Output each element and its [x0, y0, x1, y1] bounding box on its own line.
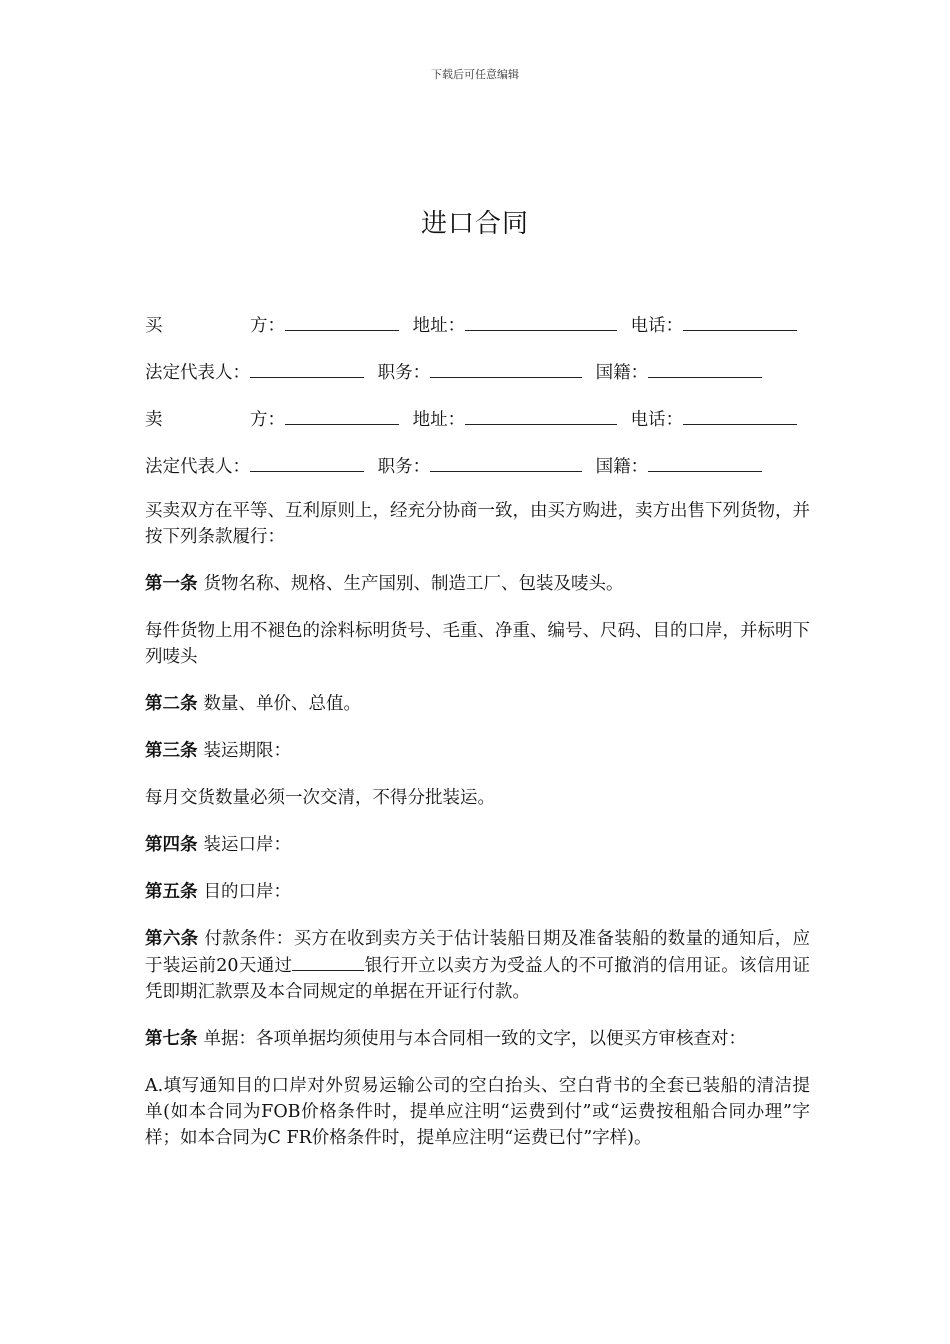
document-body — [145, 310, 810, 1172]
article-6-label: 第六条 — [145, 929, 199, 949]
document-title: 进口合同 — [420, 209, 529, 239]
article-7-label: 第七条 — [145, 1029, 198, 1049]
seller-label-second: 方： — [250, 410, 285, 430]
buyer-label-first: 买 — [145, 316, 163, 336]
article-6-text-after: 银行开立以卖方为受益人的不可撤消的信用证。该信用证凭即期汇款票及本合同规定的单据在开证行付款。 — [145, 956, 810, 1002]
article-3 — [145, 738, 810, 764]
article-7 — [145, 1026, 810, 1052]
buyer-phone-label: 电话： — [630, 316, 684, 336]
article-6 — [145, 926, 810, 1005]
seller-phone-label: 电话： — [630, 410, 684, 430]
buyer-address-label: 地址： — [412, 316, 466, 336]
seller-rep-blank[interactable] — [250, 451, 364, 472]
article-2 — [145, 691, 810, 717]
seller-position-label: 职务： — [377, 457, 431, 477]
article-3-text: 装运期限： — [203, 741, 291, 761]
buyer-phone-blank[interactable] — [683, 310, 797, 331]
seller-phone-blank[interactable] — [683, 404, 797, 425]
buyer-address-blank[interactable] — [465, 310, 617, 331]
article-2-text: 数量、单价、总值。 — [203, 694, 361, 714]
buyer-nationality-label: 国籍： — [595, 363, 649, 383]
buyer-rep-blank[interactable] — [250, 357, 364, 378]
buyer-row — [145, 310, 810, 357]
article-1-label: 第一条 — [145, 574, 198, 594]
buyer-name-blank[interactable] — [285, 310, 399, 331]
article-7-item-a: A.填写通知目的口岸对外贸易运输公司的空白抬头、空白背书的全套已装船的清洁提单(如本合同为FOB价格条件时，提单应注明“运费到付”或“运费按租船合同办理”字样；如本合同为C FR价格条件时，提单应注明“运费已付”字样)。 — [145, 1076, 810, 1148]
seller-position-blank[interactable] — [430, 451, 582, 472]
buyer-position-label: 职务： — [377, 363, 431, 383]
article-4 — [145, 832, 810, 858]
seller-address-blank[interactable] — [465, 404, 617, 425]
seller-nationality-label: 国籍： — [595, 457, 649, 477]
article-3-label: 第三条 — [145, 741, 198, 761]
buyer-rep-label: 法定代表人： — [145, 363, 250, 383]
article-7-text: 单据：各项单据均须使用与本合同相一致的文字，以便买方审核查对： — [203, 1029, 746, 1049]
seller-name-blank[interactable] — [285, 404, 399, 425]
article-4-text: 装运口岸： — [203, 835, 291, 855]
seller-rep-label: 法定代表人： — [145, 457, 250, 477]
seller-nationality-blank[interactable] — [648, 451, 762, 472]
buyer-label-second: 方： — [250, 316, 285, 336]
bank-name-blank[interactable] — [292, 952, 364, 971]
buyer-position-blank[interactable] — [430, 357, 582, 378]
buyer-nationality-blank[interactable] — [648, 357, 762, 378]
article-4-label: 第四条 — [145, 835, 198, 855]
header-note: 下载后可任意编辑 — [431, 68, 519, 81]
article-5 — [145, 879, 810, 905]
article-5-text: 目的口岸： — [203, 882, 291, 902]
article-1-text: 货物名称、规格、生产国别、制造工厂、包装及唛头。 — [203, 574, 624, 594]
article-5-label: 第五条 — [145, 882, 198, 902]
seller-row — [145, 404, 810, 451]
article-3-note: 每月交货数量必须一次交清，不得分批装运。 — [145, 788, 495, 808]
article-1-note: 每件货物上用不褪色的涂料标明货号、毛重、净重、编号、尺码、目的口岸，并标明下列唛头 — [145, 621, 810, 667]
intro-paragraph: 买卖双方在平等、互利原则上，经充分协商一致，由买方购进，卖方出售下列货物，并按下列条款履行： — [145, 501, 810, 547]
article-6-text-before: 付款条件：买方在收到卖方关于估计装船日期及准备装船的数量的通知后，应于装运前20天通过 — [145, 929, 811, 976]
seller-label-first: 卖 — [145, 410, 163, 430]
article-2-label: 第二条 — [145, 694, 198, 714]
article-1 — [145, 571, 810, 597]
buyer-rep-row — [145, 357, 810, 404]
seller-rep-row — [145, 451, 810, 498]
seller-address-label: 地址： — [412, 410, 466, 430]
